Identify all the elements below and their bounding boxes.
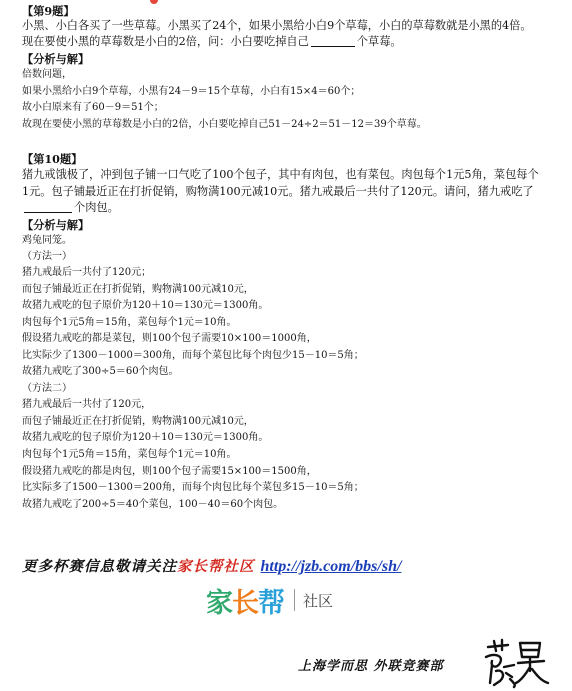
problem-10-solution-line: 而包子铺最近正在打折促销，购物满100元减10元， <box>22 416 254 427</box>
problem-9-text-2a: 现在要使小黑的草莓数是小白的2倍，问：小白要吃掉自己 <box>22 35 309 48</box>
problem-10-solution-line: 肉包每个1元5角＝15角，菜包每个1元＝10角。 <box>22 449 237 460</box>
problem-10-solution-line: （方法一） <box>22 251 72 262</box>
problem-10-text-2: 1元。包子铺最近正在打折促销，购物满100元减10元。猪九戒最后一共付了120元。请问，猪九戒吃了 <box>22 185 534 198</box>
top-mark <box>150 0 158 4</box>
problem-10-solution-line: 故猪九戒吃的包子原价为120＋10＝130元＝1300角。 <box>22 300 269 311</box>
problem-10-solution-line: （方法二） <box>22 383 72 394</box>
problem-10-solution-line: 故猪九戒吃的包子原价为120＋10＝130元＝1300角。 <box>22 432 269 443</box>
promo-brand: 家长帮社区 <box>177 558 255 575</box>
logo-char: 长 <box>232 587 258 619</box>
problem-10-solution-line: 肉包每个1元5角＝15角，菜包每个1元＝10角。 <box>22 317 237 328</box>
problem-9-text-1: 小黑、小白各买了一些草莓。小黑买了24个，如果小黑给小白9个草莓，小白的草莓数就是小黑的4倍。 <box>22 19 532 32</box>
problem-10-text-3 <box>22 201 119 215</box>
problem-10-solution-line: 鸡兔同笼。 <box>22 235 72 246</box>
promo-link[interactable]: http://jzb.com/bbs/sh/ <box>260 558 402 575</box>
logo-char: 帮 <box>258 587 284 619</box>
jiazhangbang-logo <box>206 583 333 617</box>
problem-10-solution-line: 故猪九戒吃了300÷5＝60个肉包。 <box>22 366 179 377</box>
problem-10-solution-line: 比实际多了1500－1300＝200角，而每个肉包比每个菜包多15－10＝5角； <box>22 482 364 493</box>
problem-10-text-1: 猪九戒饿极了，冲到包子铺一口气吃了100个包子，其中有肉包，也有菜包。肉包每个1元5角，菜包每个 <box>22 168 539 181</box>
problem-9-solution-line: 故现在要使小黑的草莓数是小白的2倍，小白要吃掉自己51－24÷2＝51－12＝39个草莓。 <box>22 119 427 130</box>
logo-divider <box>294 589 295 611</box>
problem-9-solution-line: 故小白原来有了60－9＝51个； <box>22 102 164 113</box>
problem-9-title: 【第9题】 <box>22 4 75 18</box>
answer-blank-9 <box>311 36 355 47</box>
problem-9-text-2 <box>22 35 402 49</box>
problem-10-solution-line: 故猪九戒吃了200÷5＝40个菜包，100－40＝60个肉包。 <box>22 499 284 510</box>
problem-9-analysis-title: 【分析与解】 <box>22 52 90 66</box>
problem-10-solution-line: 假设猪九戒吃的都是菜包，则100个包子需要10×100＝1000角， <box>22 333 317 344</box>
problem-10-solution-line: 比实际少了1300－1000＝300角，而每个菜包比每个肉包少15－10＝5角； <box>22 350 364 361</box>
problem-10-solution-line: 猪九戒最后一共付了120元； <box>22 267 152 278</box>
logo-char: 家 <box>206 587 232 619</box>
problem-9-solution-line: 倍数问题， <box>22 69 72 80</box>
top-edge <box>0 0 572 3</box>
problem-9-solution-line: 如果小黑给小白9个草莓，小黑有24－9＝15个草莓，小白有15×4＝60个； <box>22 86 361 97</box>
signature-icon <box>480 637 550 689</box>
problem-10-text-3b: 个肉包。 <box>74 201 119 214</box>
problem-10-analysis-title: 【分析与解】 <box>22 218 90 232</box>
footer-credit: 上海学而思 外联竞赛部 <box>298 659 444 674</box>
problem-10-solution-line: 而包子铺最近正在打折促销，购物满100元减10元， <box>22 284 254 295</box>
logo-wordmark <box>206 581 284 620</box>
problem-10-title: 【第10题】 <box>22 152 83 166</box>
problem-9-text-2b: 个草莓。 <box>356 35 402 48</box>
promo-text: 更多杯赛信息敬请关注 <box>22 558 177 575</box>
answer-blank-10 <box>24 202 72 213</box>
promo-line <box>22 555 401 576</box>
problem-10-solution-line: 猪九戒最后一共付了120元， <box>22 399 152 410</box>
logo-subtitle: 社区 <box>303 591 334 610</box>
problem-10-solution-line: 假设猪九戒吃的都是肉包，则100个包子需要15×100＝1500角， <box>22 466 317 477</box>
